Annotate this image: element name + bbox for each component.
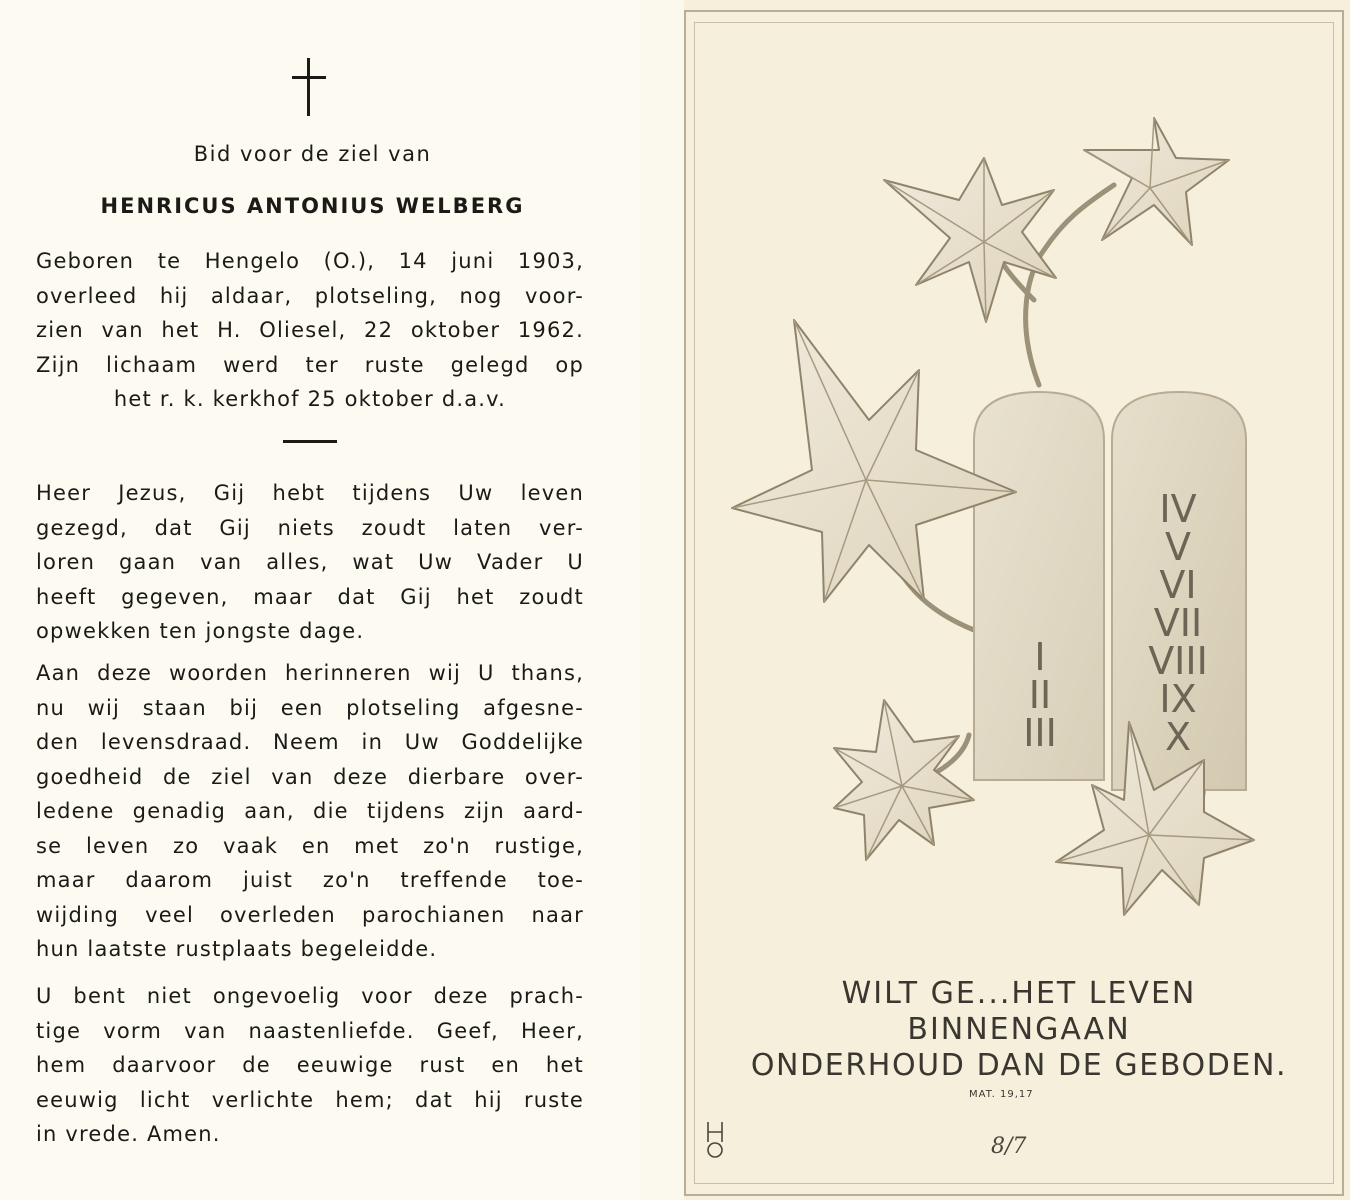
memorial-card-text-side (0, 0, 640, 1200)
prayer-line: wijding veel overleden parochianen naar (36, 902, 584, 927)
bio-line: Geboren te Hengelo (O.), 14 juni 1903, (36, 249, 584, 273)
prayer-line: ledene genadig aan, die tijdens zijn aard- (36, 799, 584, 823)
numeral: IX (1159, 677, 1197, 721)
prayer-line: Aan deze woorden herinneren wij U thans, (36, 661, 584, 685)
motto-line: ONDERHOUD DAN DE GEBODEN. (750, 1048, 1288, 1083)
prayer-line: opwekken ten jongste dage. (36, 619, 365, 643)
numeral: II (1028, 673, 1052, 717)
prayer-line: loren gaan van alles, wat Uw Vader U (36, 550, 584, 574)
publisher-monogram-icon (704, 1120, 726, 1160)
print-number: 8/7 (991, 1134, 1027, 1159)
prayer-line: Heer Jezus, Gij hebt tijdens Uw leven (36, 481, 584, 505)
intro-text: Bid voor de ziel van (193, 142, 432, 166)
cross-icon (292, 58, 326, 116)
prayer-line: U bent niet ongevoelig voor deze prach- (36, 984, 584, 1008)
numeral: VII (1153, 601, 1203, 645)
prayer-line: in vrede. Amen. (36, 1122, 221, 1146)
memorial-card-image-side (684, 0, 1350, 1200)
prayer-line: se leven zo vaak en met zo'n rustige, (36, 833, 584, 858)
prayer-line: gezegd, dat Gij niets zoudt laten ver- (36, 515, 584, 540)
bio-line: Zijn lichaam werd ter ruste gelegd op (36, 352, 584, 377)
bio-line: het r. k. kerkhof 25 oktober d.a.v. (113, 387, 507, 411)
biography (36, 244, 584, 417)
ivy-leaf (1084, 118, 1229, 245)
prayer-line: nu wij staan bij een plotseling afgesne- (36, 695, 584, 720)
prayer-line: hem daarvoor de eeuwige rust en het (36, 1053, 584, 1077)
prayer-line: heeft gegeven, maar dat Gij het zoudt (36, 584, 584, 609)
numeral: V (1165, 525, 1191, 569)
numeral: III (1023, 711, 1057, 755)
divider-line (283, 440, 337, 443)
bio-line: overleed hij aldaar, plotseling, nog voor- (36, 283, 584, 308)
motto (724, 976, 1314, 1084)
ivy-and-tablets-illustration (684, 0, 1350, 960)
prayer-line: tige vorm van naastenliefde. Geef, Heer, (36, 1018, 584, 1043)
motto-line: BINNENGAAN (907, 1012, 1131, 1047)
prayer-paragraph-1 (36, 476, 584, 649)
prayer-line: goedheid de ziel van deze dierbare over- (36, 764, 584, 789)
prayer-line: maar daarom juist zo'n treffende toe- (36, 868, 584, 892)
bible-reference: MAT. 19,17 (969, 1089, 1034, 1100)
numeral: VI (1159, 563, 1197, 607)
bio-line: zien van het H. Oliesel, 22 oktober 1962. (36, 318, 584, 342)
prayer-paragraph-3 (36, 979, 584, 1152)
numeral: X (1164, 715, 1192, 759)
prayer-line: eeuwig licht verlichte hem; dat hij ruste (36, 1087, 584, 1112)
prayer-line: den levensdraad. Neem in Uw Goddelijke (36, 730, 584, 754)
motto-line: WILT GE...HET LEVEN (841, 976, 1197, 1011)
ivy-leaf (834, 700, 974, 860)
prayer-line: hun laatste rustplaats begeleidde. (36, 937, 438, 961)
law-tablets (974, 392, 1246, 790)
numeral: I (1034, 635, 1046, 679)
deceased-name: HENRICUS ANTONIUS WELBERG (100, 194, 525, 218)
numeral: VIII (1148, 639, 1208, 683)
numeral: IV (1159, 487, 1197, 531)
prayer-paragraph-2 (36, 656, 584, 967)
